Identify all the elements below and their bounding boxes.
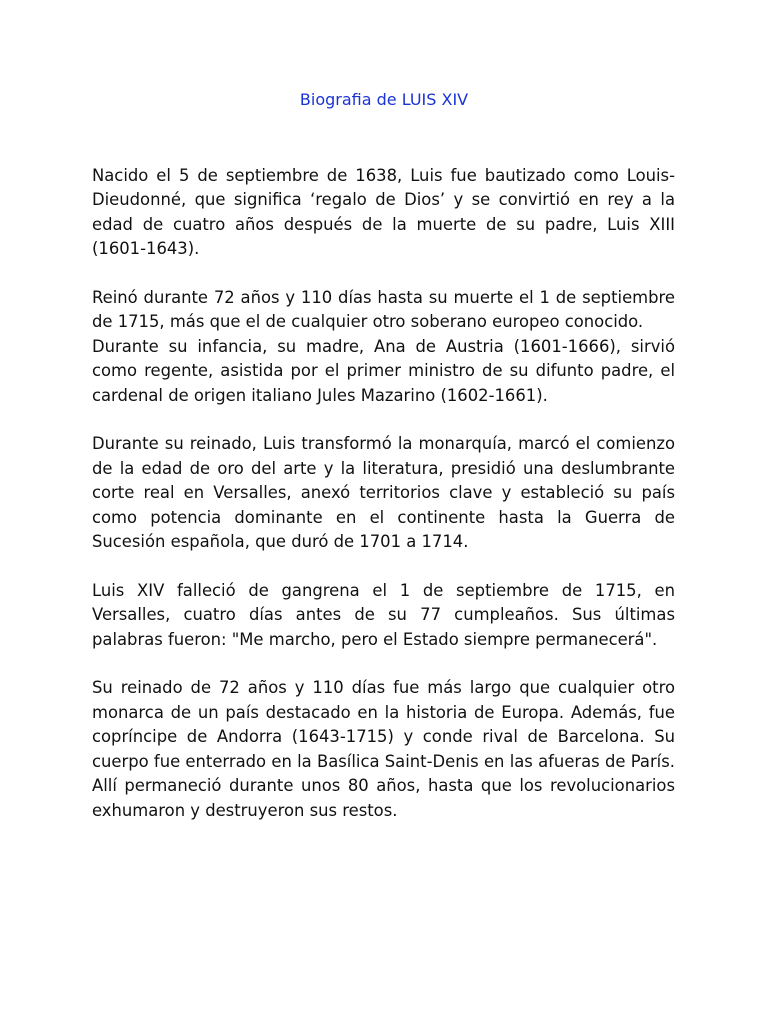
paragraph-reign-achievements: Durante su reinado, Luis transformó la monarquía, marcó el comienzo de la edad de oro del arte y la literatura, presidió una deslumbrante corte real en Versalles, anexó territorios clave y estableció su país como potencia dominante en el continente hasta la Guerra de Sucesión española, que duró de 1701 a 1714. bbox=[92, 434, 675, 552]
paragraph-spacer bbox=[92, 652, 675, 676]
paragraph-regency: Durante su infancia, su madre, Ana de Austria (1601-1666), sirvió como regente, asistida por el primer ministro de su difunto padre, el cardenal de origen italiano Jules Mazarino (1602-1661). bbox=[92, 336, 675, 405]
paragraph-legacy: Su reinado de 72 años y 110 días fue más largo que cualquier otro monarca de un país destacado en la historia de Europa. Además, fue copríncipe de Andorra (1643-1715) y conde rival de Barcelona. Su cuerpo fue enterrado en la Basílica Saint-Denis en las afueras de París. Allí permaneció durante unos 80 años, hasta que los revolucionarios exhumaron y destruyeron sus restos. bbox=[92, 678, 675, 820]
document-title: Biografia de LUIS XIV bbox=[299, 90, 469, 109]
paragraph-birth: Nacido el 5 de septiembre de 1638, Luis fue bautizado como Louis-Dieudonné, que significa ‘regalo de Dios’ y se convirtió en rey a la edad de cuatro años después de la muerte de su padre, Luis XIII (1601-1643). bbox=[92, 166, 675, 259]
document-body bbox=[92, 164, 675, 823]
paragraph-death: Luis XIV falleció de gangrena el 1 de septiembre de 1715, en Versalles, cuatro días antes de su 77 cumpleaños. Sus últimas palabras fueron: "Me marcho, pero el Estado siempre permanecerá". bbox=[92, 580, 675, 649]
paragraph-spacer bbox=[92, 262, 675, 286]
paragraph-reign-length: Reinó durante 72 años y 110 días hasta su muerte el 1 de septiembre de 1715, más que el de cualquier otro soberano europeo conocido. bbox=[92, 288, 675, 332]
paragraph-spacer bbox=[92, 408, 675, 432]
paragraph-spacer bbox=[92, 554, 675, 578]
